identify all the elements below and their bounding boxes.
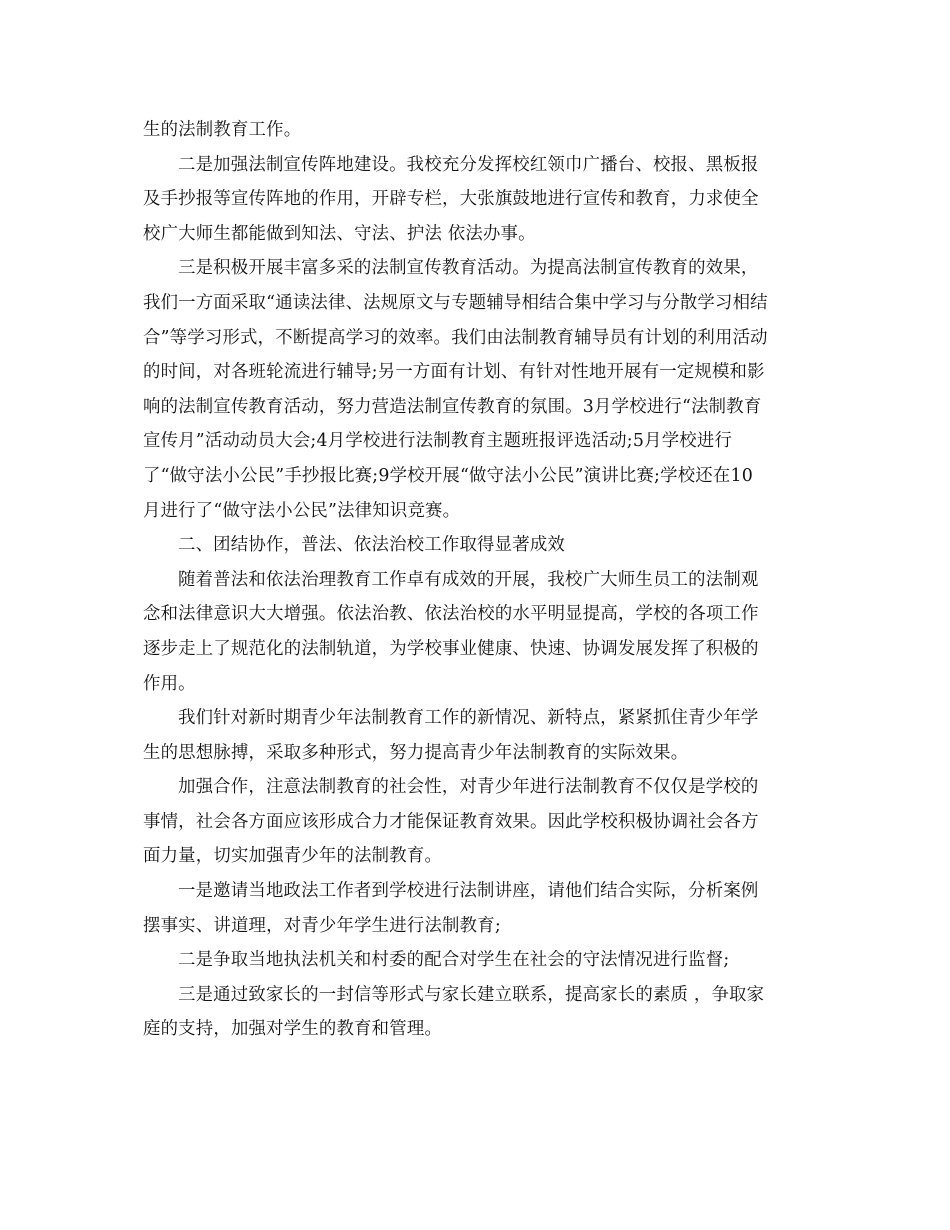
text-line: 念和法律意识大大增强。依法治教、依法治校的水平明显提高，学校的各项工作 [143, 604, 759, 625]
text-line: 二是争取当地执法机关和村委的配合对学生在社会的守法情况进行监督; [178, 950, 730, 971]
text-line: 随着普法和依法治理教育工作卓有成效的开展，我校广大师生员工的法制观 [178, 569, 759, 590]
text-line: 逐步走上了规范化的法制轨道，为学校事业健康、快速、协调发展发挥了积极的 [143, 638, 759, 659]
text-line: 二是加强法制宣传阵地建设。我校充分发挥校红领巾广播台、校报、黑板报 [178, 154, 759, 175]
text-line: 一是邀请当地政法工作者到学校进行法制讲座，请他们结合实际，分析案例 [178, 881, 759, 902]
text-line: 月进行了“做守法小公民”法律知识竞赛。 [143, 500, 461, 521]
document-body [143, 113, 808, 1047]
text-line: 生的法制教育工作。 [143, 120, 302, 140]
text-line: 校广大师生都能做到知法、守法、护法 依法办事。 [143, 223, 536, 244]
text-line: 合”等学习形式，不断提高学习的效率。我们由法制教育辅导员有计划的利用活动 [143, 327, 768, 348]
text-line: 及手抄报等宣传阵地的作用，开辟专栏，大张旗鼓地进行宣传和教育，力求使全 [143, 189, 759, 210]
text-line: 事情，社会各方面应该形成合力才能保证教育效果。因此学校积极协调社会各方 [143, 811, 759, 832]
text-line: 宣传月”活动动员大会;4月学校进行法制教育主题班报评选活动;5月学校进行 [143, 431, 733, 452]
text-line: 面力量，切实加强青少年的法制教育。 [143, 846, 443, 867]
text-line: 三是积极开展丰富多采的法制宣传教育活动。为提高法制宣传教育的效果， [178, 258, 759, 279]
text-line: 生的思想脉搏，采取多种形式，努力提高青少年法制教育的实际效果。 [143, 742, 689, 763]
text-line: 我们一方面采取“通读法律、法规原文与专题辅导相结合集中学习与分散学习相结 [143, 292, 768, 313]
text-line: 三是通过致家长的一封信等形式与家长建立联系，提高家长的素质 ，争取家 [178, 984, 765, 1005]
text-line: 响的法制宣传教育活动，努力营造法制宣传教育的氛围。3月学校进行“法制教育 [143, 396, 762, 417]
section-heading: 二、团结协作，普法、依法治校工作取得显著成效 [178, 535, 565, 556]
text-line: 的时间，对各班轮流进行辅导;另一方面有计划、有针对性地开展有一定规模和影 [143, 362, 765, 383]
text-line: 加强合作，注意法制教育的社会性，对青少年进行法制教育不仅仅是学校的 [178, 777, 759, 798]
text-line: 庭的支持，加强对学生的教育和管理。 [143, 1019, 443, 1040]
text-line: 作用。 [143, 673, 196, 694]
text-line: 我们针对新时期青少年法制教育工作的新情况、新特点，紧紧抓住青少年学 [178, 708, 759, 729]
text-line: 摆事实、讲道理，对青少年学生进行法制教育; [143, 915, 501, 936]
text-line: 了“做守法小公民”手抄报比赛;9学校开展“做守法小公民”演讲比赛;学校还在10 [143, 465, 753, 486]
